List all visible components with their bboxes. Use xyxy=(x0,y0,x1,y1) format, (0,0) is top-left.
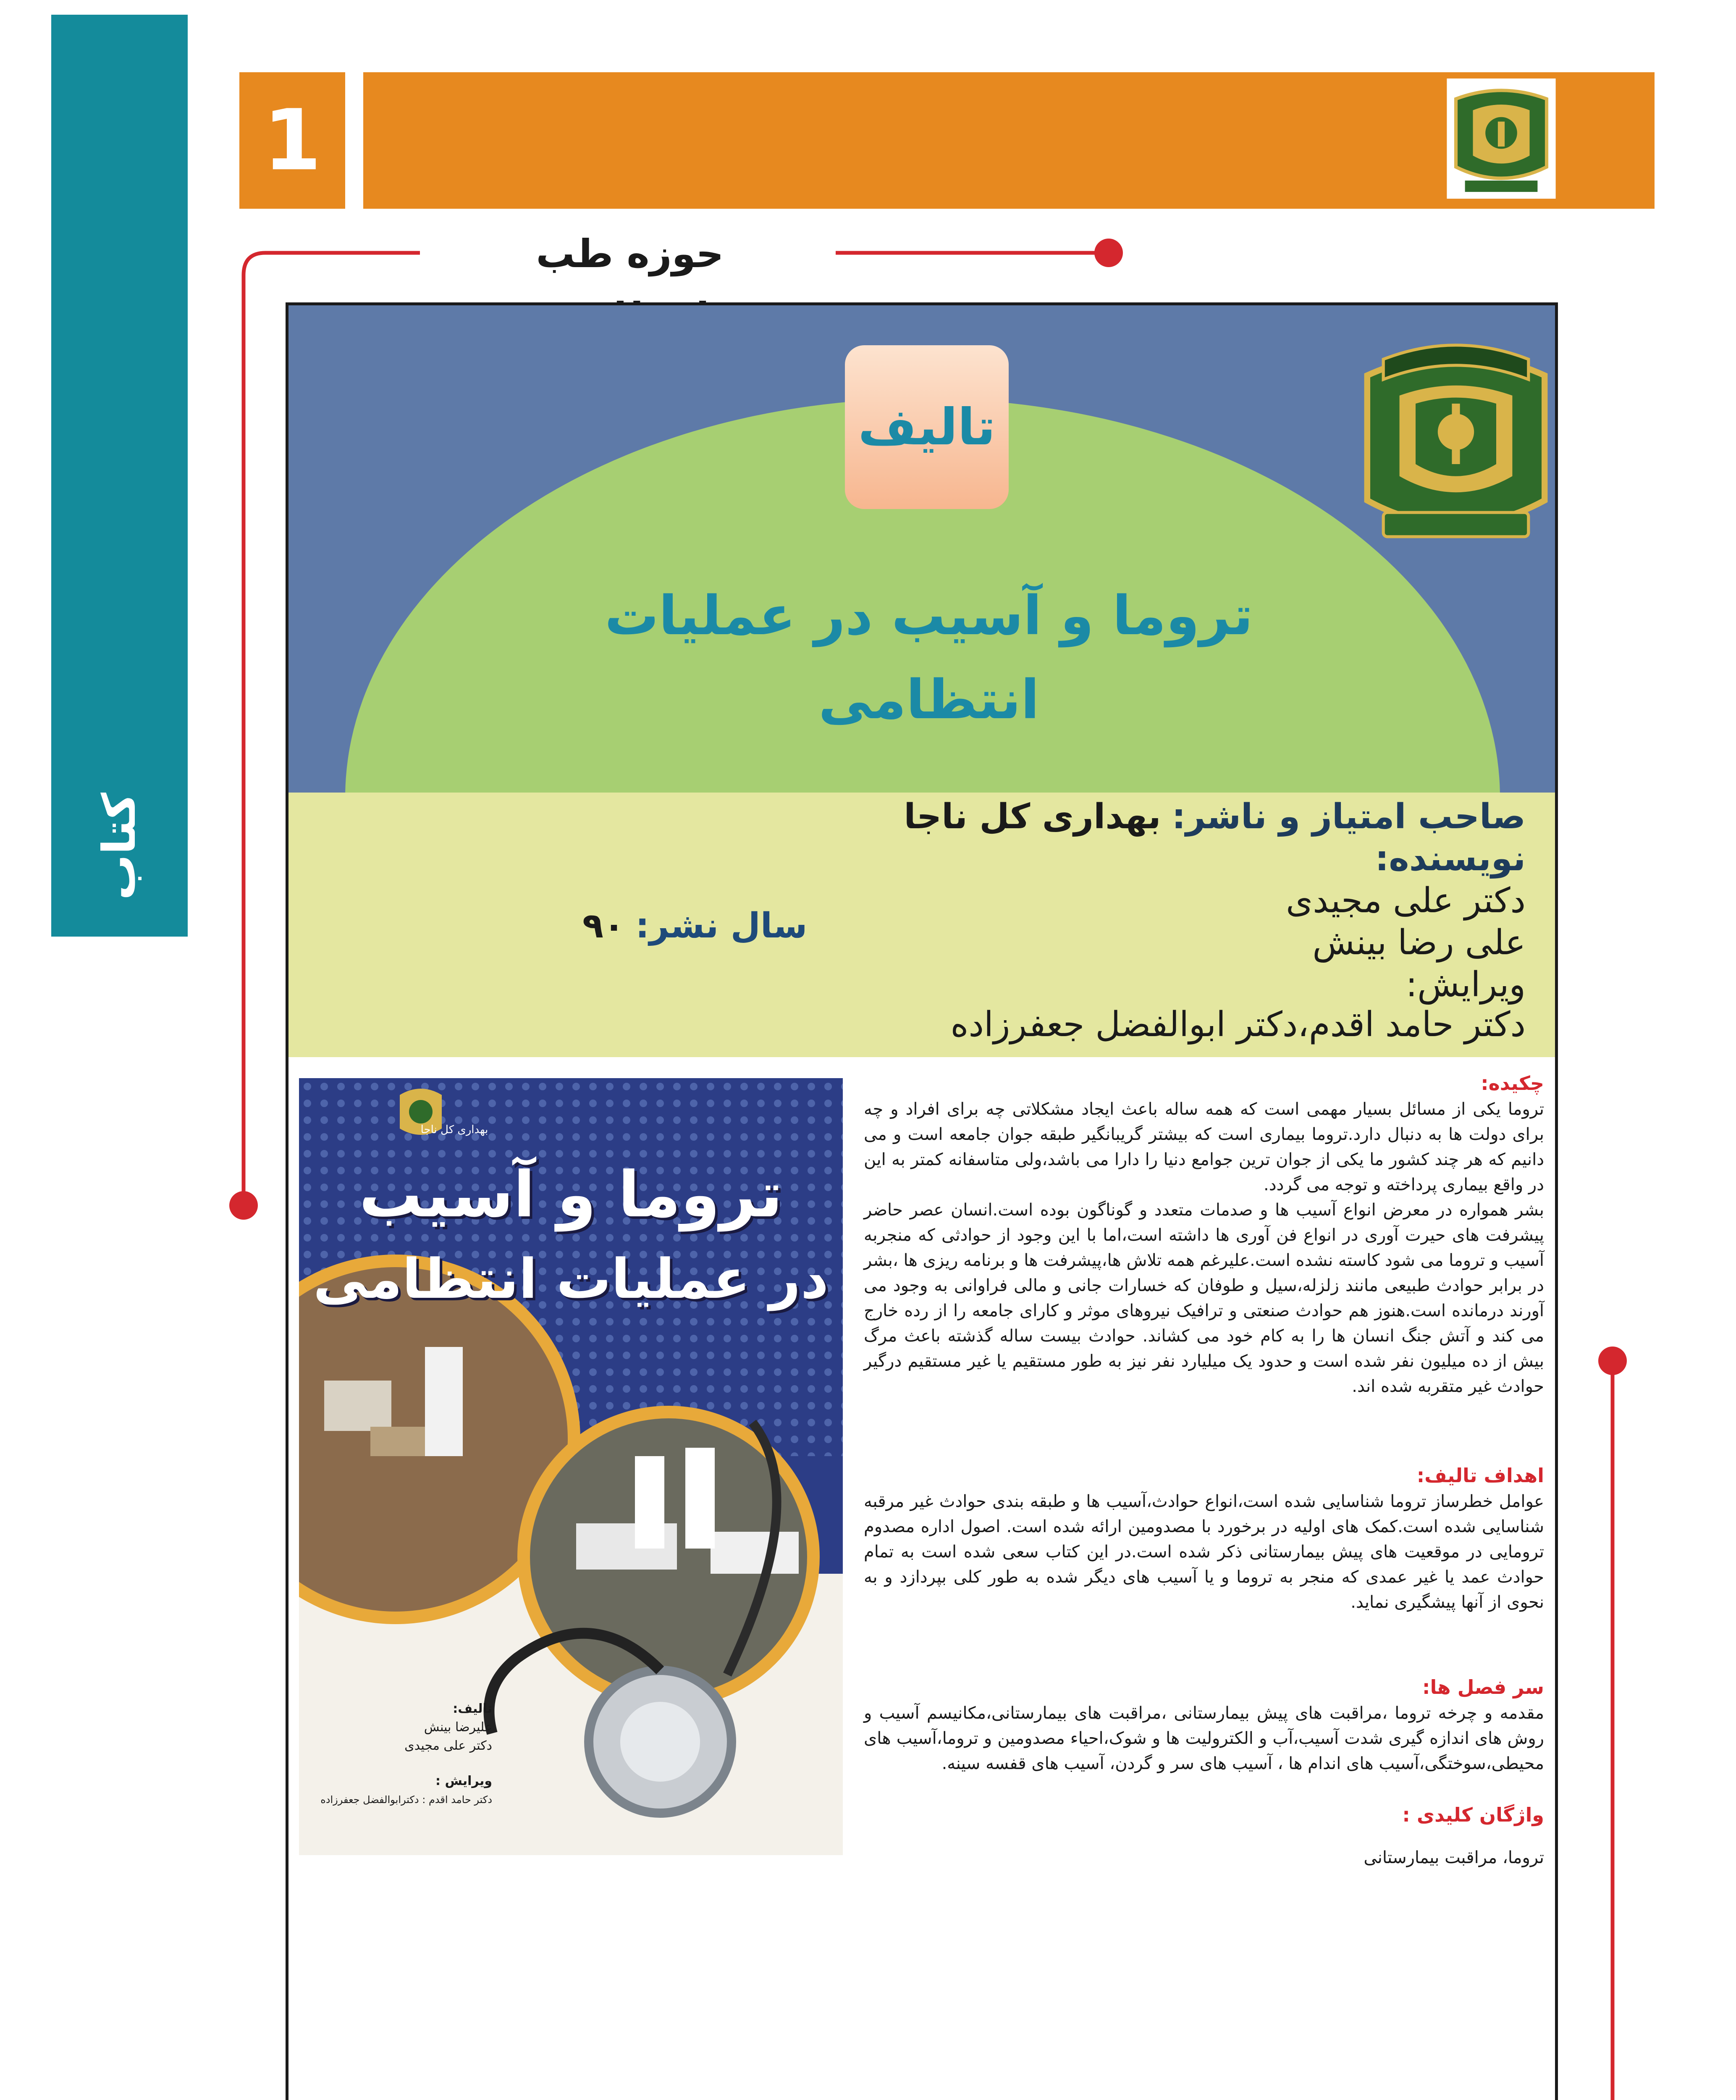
year-value: ۹۰ xyxy=(582,906,625,946)
keywords-paragraph: تروما، مراقبت بیمارستانی xyxy=(1364,1848,1544,1867)
publisher-label: صاحب امتیاز و ناشر: xyxy=(1172,797,1526,837)
abstract-paragraph-2: بشر همواره در معرض انواع آسیب ها و صدمات متعدد و گوناگون بوده است.انسان عصر حاضر پیشرفت های حیرت آوری در انواع فن آوری ها داشته است،اما با این وجود از حوادثی که منجربه آسیب و تروما می شود کاسته نشده است.علیرغم همه تلاش ها،پیشرفت ها و برنامه ریزی ها ،بشر در برابر حوادث طبیعی مانند زلزله،سیل و طوفان که خسارات جانی و مالی فراوانی به وجود می آورند درمانده است.هنوز هم حوادث صنعتی و ترافیک نیروهای موثر و کارای جامعه را از رده خارج می کند و آتش جنگ انسان ها را به کام خود می کشاند. حوادث بیست ساله گذشته باعث مرگ بیش از ده میلیون نفر شده است و حدود یک میلیارد نفر نیز به طور مستقیم یا غیر مستقیم درگیر حوادث غیر متقربه شده اند. xyxy=(864,1200,1544,1396)
police-health-emblem-small xyxy=(1445,76,1558,202)
side-tab-label: کتاب xyxy=(93,793,146,900)
goals-heading: اهداف تالیف: xyxy=(1416,1464,1544,1487)
type-badge xyxy=(845,345,1009,509)
type-badge-label: تالیف xyxy=(858,398,996,457)
section-title: حوزه طب xyxy=(536,231,724,276)
cover-author-label: تالیف: xyxy=(453,1701,492,1716)
cover-editors: دکتر حامد اقدم : دکترابوالفضل جعفرزاده xyxy=(320,1794,492,1806)
cover-credits xyxy=(307,1700,492,1809)
goals-paragraph: عوامل خطرساز تروما شناسایی شده است،انواع حوادث،آسیب ها و طبقه بندی حوادث غیر مرقبه شناسایی شده است.کمک های اولیه در برخورد با مصدومین ارائه شده است. اصول اداره مصدوم ترومایی در موقعیت های پیش بیمارستانی ذکر شده است.در این کتاب سعی شده است به تمام حوادث عمد یا غیر عمدی که منجر به تروما و یا آسیب های دیگر شده به طور کلی بپردازد و به نحوی از آنها پیشگیری نماید. xyxy=(864,1492,1544,1612)
book-info-card xyxy=(286,302,1558,2100)
book-cover-image xyxy=(299,1078,843,1855)
editor-label: ویرایش: xyxy=(1406,965,1526,1005)
hero-banner xyxy=(288,305,1555,793)
editors: دکتر حامد اقدم،دکتر ابوالفضل جعفرزاده xyxy=(950,1005,1526,1045)
cover-author-1: علیرضا بینش xyxy=(424,1720,492,1735)
author-label: نویسنده: xyxy=(1375,839,1526,879)
cover-editor-label: ویرایش : xyxy=(435,1774,492,1788)
author-1: دکتر علی مجیدی xyxy=(1286,881,1526,921)
police-health-emblem xyxy=(1355,331,1555,557)
page-number-box xyxy=(239,72,345,209)
book-title-line-1: تروما و آسیب در عملیات xyxy=(605,585,1253,647)
cover-title-line-1: تروما و آسیب xyxy=(359,1158,783,1231)
publication-year xyxy=(582,906,807,946)
abstract-heading: چکیده: xyxy=(1481,1072,1544,1095)
keywords-heading: واژگان کلیدی : xyxy=(1402,1803,1544,1826)
book-description xyxy=(864,1070,1544,1870)
book-title-line-2: انتظامی xyxy=(818,669,1039,731)
author-2: علی رضا بینش xyxy=(1312,923,1526,963)
abstract-paragraph-1: تروما یکی از مسائل بسیار مهمی است که همه ساله باعث ایجاد مشکلاتی چه برای افراد و چه برای دولت ها به دنبال دارد.تروما بیماری است که بیشتر گریبانگیر طبقه جوان جامعه است و می دانیم که هر چند کشور ما یکی از جوان ترین جوامع دنیا را دارا می باشد،ولی متاسفانه کمتر به این در واقع بیماری پرداخته و توجه می گردد. xyxy=(864,1100,1544,1194)
chapters-paragraph: مقدمه و چرخه تروما ،مراقبت های پیش بیمارستانی ،مراقبت های بیمارستانی،مکانیسم آسیب و روش های اندازه گیری شدت آسیب،آب و الکترولیت ها و شوک،احیاء مصدومین و تروما،آسیب های محیطی،سوختگی،آسیب های اندام ها ، آسیب های سر و گردن، آسیب های قفسه سینه. xyxy=(864,1704,1544,1773)
publication-info xyxy=(288,793,1555,1057)
cover-title-line-2: در عملیات انتظامی xyxy=(313,1247,829,1311)
publisher-value: بهداری کل ناجا xyxy=(904,797,1161,837)
cover-title xyxy=(299,1153,843,1321)
cover-org: بهداری کل ناجا xyxy=(420,1124,488,1136)
publisher-row xyxy=(904,797,1526,837)
book-title xyxy=(498,574,1359,742)
year-label: سال نشر: xyxy=(635,906,808,946)
chapters-heading: سر فصل ها: xyxy=(1422,1676,1544,1698)
cover-author-2: دکتر علی مجیدی xyxy=(404,1738,492,1753)
side-category-tab xyxy=(51,15,188,937)
page-number: 1 xyxy=(263,92,322,189)
